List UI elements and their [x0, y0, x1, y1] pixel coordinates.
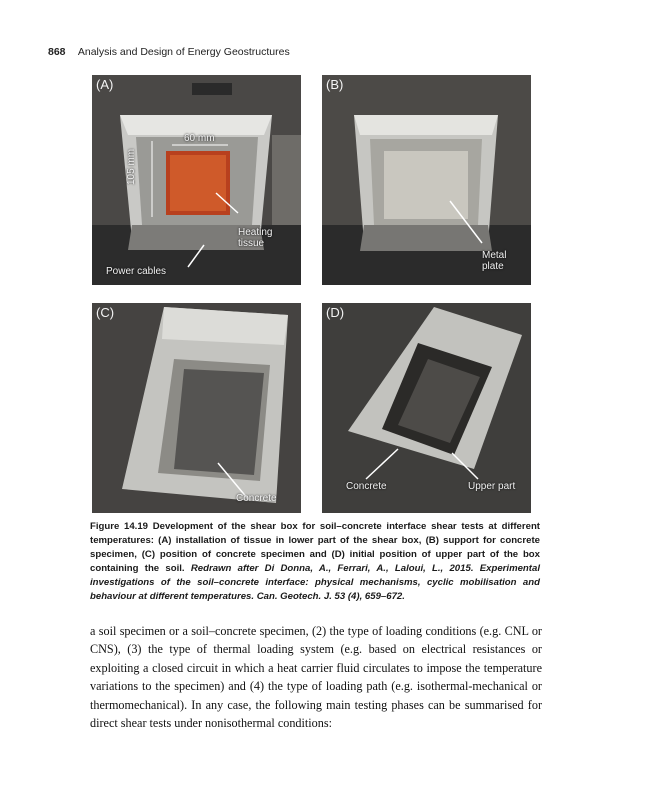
figure-caption: [90, 520, 540, 604]
panel-label-a: (A): [96, 77, 114, 92]
running-header: [48, 46, 290, 58]
annotation-concrete-c: Concrete: [236, 493, 277, 504]
running-title: Analysis and Design of Energy Geostructures: [77, 46, 290, 58]
panel-label-c: (C): [96, 305, 115, 320]
photo-panel-a: [92, 75, 301, 285]
figure-title: Development of the shear box for soil–concrete interface shear tests at different temperatures: (A) installation of tissue in lower part of the shear box, (B) support for concrete specimen, (C) position of concrete specimen and (D) initial position of upper part of the box containing the soil.: [90, 521, 540, 574]
annotation-width: 60 mm: [184, 133, 215, 144]
annotation-height: 105 mm: [126, 148, 137, 185]
annotation-metal-plate: Metal plate: [482, 250, 507, 272]
photo-panel-b: [322, 75, 531, 285]
photo-c-concrete-specimen: [92, 303, 301, 513]
annotation-heating-tissue: Heating tissue: [238, 227, 273, 249]
figure-credit: Redrawn after Di Donna, A., Ferrari, A., Laloui, L., 2015. Experimental investigations of the soil–concrete interface: physical mechanisms, cyclic mobilisation and behaviour at different temperatures. Can. Geotech. J. 53 (4), 659–672.: [90, 563, 540, 602]
photo-panel-c: [92, 303, 301, 513]
panel-label-d: (D): [326, 305, 345, 320]
panel-label-b: (B): [326, 77, 344, 92]
photo-panel-d: [322, 303, 531, 513]
figure-label: Figure 14.19: [90, 521, 148, 532]
annotation-power-cables: Power cables: [106, 266, 167, 277]
photo-a-shear-box-tissue: [92, 75, 301, 285]
page-number: 868: [48, 46, 66, 58]
annotation-upper-part: Upper part: [468, 481, 516, 492]
body-paragraph: a soil specimen or a soil–concrete specimen, (2) the type of loading conditions (e.g. CNL or CNS), (3) the type of thermal loading system (e.g. based on electrical resistances or exploiting a closed circuit in which a heat carrier fluid circulates to impose the temperature variations to the specimen) and (4) the type of loading path (e.g. isothermal-mechanical or thermomechanical). In any case, the following main testing phases can be summarised for direct shear tests under nonisothermal conditions:: [90, 624, 542, 731]
annotation-concrete-d: Concrete: [346, 481, 387, 492]
